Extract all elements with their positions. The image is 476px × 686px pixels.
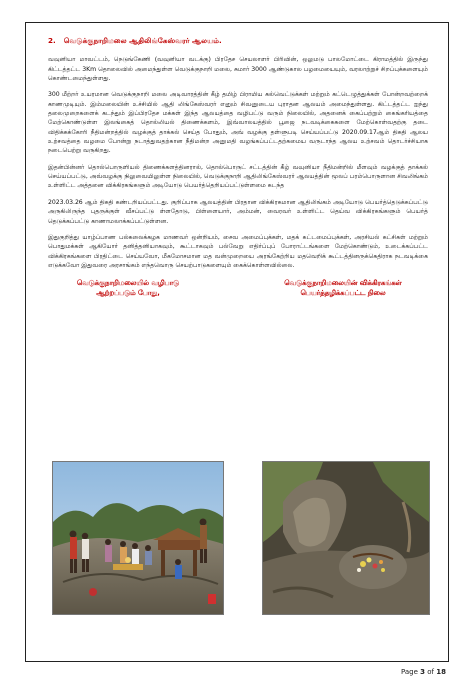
- caption-left-line-1: வெடுக்குநாறிமலையில் வழிபாடு: [76, 279, 180, 288]
- paragraph-case: இதன்பின்னர் தொல்பொருளியல் திணைக்களத்தினரால், தொல்பொருட் சட்டத்தின் கீழ் வவுனியா நீதிமன்றில் மீளவும் வழக்குத் தாக்கல் செய்யப்பட்டு, அவ்வழக்கு நிலுவையிலுள்ள நிலையில், வெடுக்குநாறி ஆதிலிங்கேஸ்வரர் ஆலயத்தின் மூலப் பரம்பொருளான சிவலிங்கம் உள்ளிட்ட அத்தனை விக்கிரகங்களும் அடியோடு பெயர்த்தெறியப்பட்டுள்ளமை கடந்த: [48, 163, 428, 190]
- caption-left: [48, 279, 208, 299]
- paragraph-history: 300 மீற்றர் உயரமான வெடுக்குநாறி மலை அடிவாரத்தின் கீழ் தமிழ் பிராமிய கல்வெட்டுக்கள் மற்றும் கட்டெழுத்துக்கள் போன்றவற்றைக் காணமுடியும். இம்மலையின் உச்சியில் ஆதி லிங்கேஸ்வரர் எனும் சிவனுடைய புராதன ஆலயம் அமைந்துள்ளது. கிட்டத்தட்ட ஐந்து தலைமுறைகளைக் கடந்தும் இப்பிரதேச மக்கள் இந்த ஆலயத்தை வழிபட்டு வரும் நிலையில், அதனைக் கைப்பற்றும் கைங்கரியத்தை மேற்கொண்டுள்ள இலங்கைத் தொல்லியல் திணைக்களம், இவ்வாலயத்தில் பூஜை நடவடிக்கைகளை மேற்கொள்வதற்கு தடை விதிக்கக்கோரி நீதிமன்றத்தில் வழக்குத் தாக்கல் செய்த போதும், அவ் வழக்கு தள்ளுபடி செய்யப்பட்டு 2020.09.17ஆம் திகதி ஆலய உற்சவத்தை வழமை போன்று நடாத்துவதற்கான நீதிமன்ற அனுமதி வழங்கப்பட்டதற்கமைய வருடாந்த ஆலய உற்சவம் தொடர்ச்சியாக நடைபெற்று வருகிறது.: [48, 91, 428, 155]
- caption-left-line-2: ஆற்றப்படும் போது,: [96, 289, 160, 298]
- photo-damaged-illustration: [263, 462, 429, 614]
- footer-total-pages: 18: [436, 668, 446, 676]
- caption-right-line-2: பெயர்த்தழிக்கப்பட்ட நிலை: [300, 289, 386, 298]
- paragraph-location: வவுனியா மாவட்டம், நெடுங்கேணி (வவுனியா வடக்கு) பிரதேச செயலாளர் பிரிவின், ஒலுமடு பாலமோட்டை கிராமத்தில் இருந்து கிட்டத்தட்ட 3Km தொலைவில் அமைந்துள்ள வெடுக்குநாறி மலை, சுமார் 3000 ஆண்டுகால பழமையையும், வரலாற்றுச் சிறப்புக்களையும் கொண்டமைந்துள்ளது.: [48, 56, 428, 83]
- image-captions: [48, 277, 428, 311]
- section-heading: [48, 36, 428, 45]
- caption-right: [248, 279, 438, 299]
- footer-of-label: of: [427, 668, 435, 676]
- paragraph-protests: இதுகுறித்து யாழ்ப்பாண பல்கலைக்கழக மாணவர் ஒன்றியம், சைவ அமைப்புக்கள், மதக் கட்டமைப்புக்கள், அரசியல் கட்சிகள் மற்றும் பொதுமக்கள் ஆகியோர் தனித்தனியாகவும், கூட்டாகவும் பல்வேறு எதிர்ப்புப் போராட்டங்களை மேற்கொண்டும், உடைக்கப்பட்ட விக்கிரகங்களை பிரதிட்டை செய்யவோ, மீகமோசமான மத வன்முறையை அரங்கேற்றிய மதவெறிக் கூட்டத்தினருக்கெதிராக நடவடிக்கை எடுக்கவோ இதுவரை அரசாங்கம் எந்தவொரு செயற்பாடுகளையும் கைக்கொள்ளவில்லை.: [48, 233, 428, 269]
- page-footer: [401, 668, 446, 676]
- section-title: வெடுக்குநாறிமலை ஆதிலிங்கேஸ்வரர் ஆலயம்.: [63, 36, 222, 45]
- photo-worship-illustration: [53, 462, 223, 614]
- section-number: 2.: [48, 36, 56, 45]
- footer-page-label: Page: [400, 668, 418, 676]
- footer-current-page: 3: [420, 668, 426, 676]
- photo-damaged-shrine: [262, 461, 430, 615]
- photo-worship-on-rock: [52, 461, 224, 615]
- paragraph-discovery: 2023.03.26 ஆம் திகதி கண்டறியப்பட்டது. குறிப்பாக ஆலயத்தின் பிரதான விக்கிரகமான ஆதிலிங்கம் அடியோடு பெயர்த்தெடுக்கப்பட்டு அருகிலிருந்த புதருக்குள் வீசப்பட்டு ள்ளதோடு, பிள்ளையார், அம்மன், வைரவர் உள்ளிட்ட தெய்வ விக்கிரகங்களும் பெயர்த் தெடுக்கப்பட்டு காணாமலாக்கப்பட்டுள்ளன.: [48, 198, 428, 225]
- caption-right-line-1: வெடுக்குநாறிமலையின் விக்கிரகங்கள்: [284, 279, 402, 288]
- page-content: [48, 36, 428, 311]
